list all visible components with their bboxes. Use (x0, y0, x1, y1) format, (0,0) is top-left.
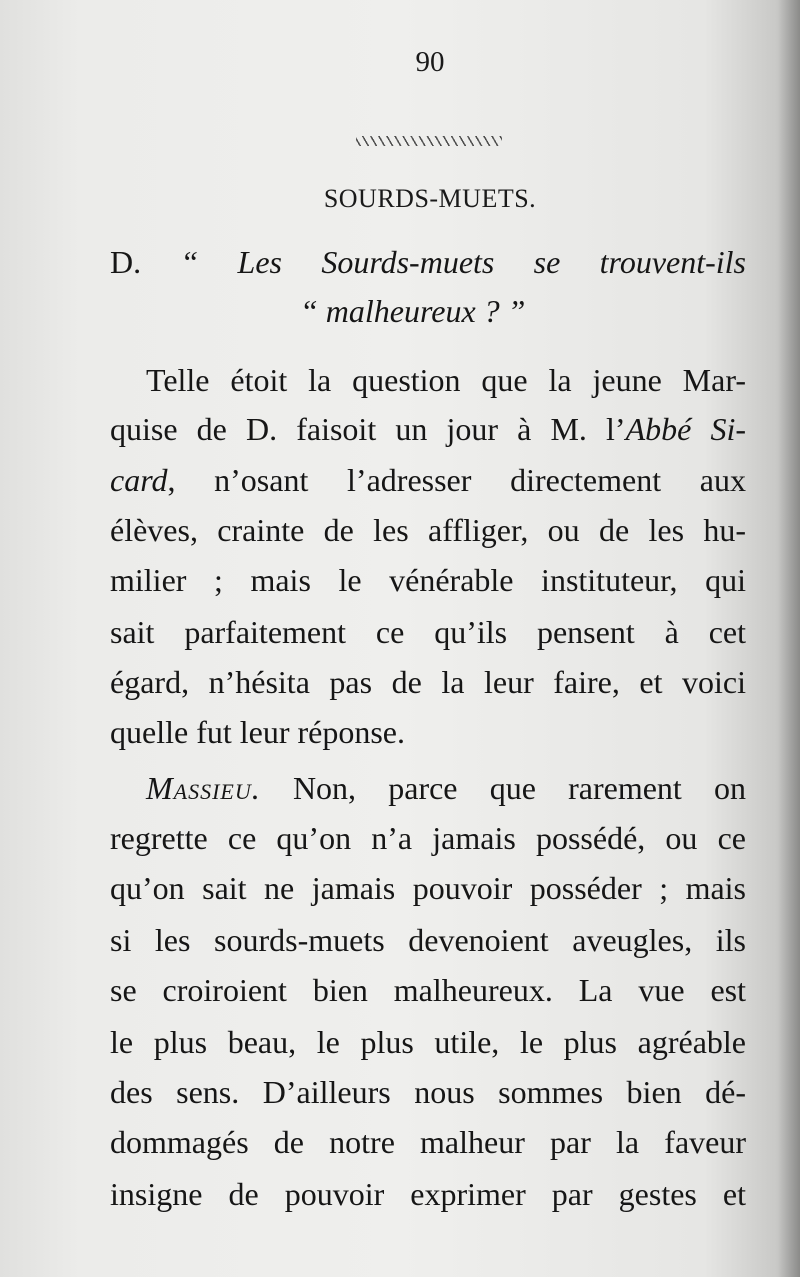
speaker-name: Massieu. (146, 770, 261, 806)
question-line-2 (300, 293, 600, 330)
question-label: D. (110, 244, 142, 280)
p1-l2-italic: Abbé Si- (625, 411, 747, 447)
answer-line-8: dommagés de notre malheur par la faveur (110, 1124, 746, 1160)
answer-line-2: regrette ce qu’on n’a jamais possédé, ou ce (110, 820, 746, 856)
paragraph-1-line-1: Telle étoit la question que la jeune Mar- (146, 362, 746, 398)
answer-line-1 (146, 770, 746, 807)
question-line-1 (110, 244, 746, 281)
answer-line-6: le plus beau, le plus utile, le plus agréable (110, 1024, 746, 1060)
paragraph-1-line-8: quelle fut leur réponse. (110, 714, 405, 750)
answer-line-1-text: Non, parce que rarement on (260, 770, 746, 806)
paragraph-1-line-3 (110, 462, 746, 499)
answer-line-9: insigne de pouvoir exprimer par gestes et (110, 1176, 746, 1212)
section-title: SOURDS-MUETS. (323, 184, 537, 213)
question-text-2: “ malheureux ? ” (300, 293, 526, 329)
decorative-rule (356, 136, 502, 146)
p1-l3-italic: card (110, 462, 168, 498)
page-number: 90 (415, 46, 445, 78)
answer-line-5: se croiroient bien malheureux. La vue est (110, 972, 746, 1008)
p1-l2-text: quise de D. faisoit un jour à M. l’ (110, 411, 626, 447)
p1-l3-text: , n’osant l’adresser directement aux (167, 462, 746, 498)
paragraph-1-line-5: milier ; mais le vénérable instituteur, qui (110, 562, 746, 598)
page-edge-shadow (778, 0, 800, 1277)
answer-line-7: des sens. D’ailleurs nous sommes bien dé- (110, 1074, 746, 1110)
paragraph-1-line-7: égard, n’hésita pas de la leur faire, et voici (110, 664, 746, 700)
paragraph-1-line-6: sait parfaitement ce qu’ils pensent à cet (110, 614, 746, 650)
answer-line-3: qu’on sait ne jamais pouvoir posséder ; mais (110, 870, 746, 906)
question-text-1: “ Les Sourds-muets se trouvent-ils (180, 244, 747, 280)
paragraph-1-line-2 (110, 411, 746, 448)
answer-line-4: si les sourds-muets devenoient aveugles, ils (110, 922, 746, 958)
paragraph-1-line-4: élèves, crainte de les affliger, ou de les hu- (110, 512, 746, 548)
